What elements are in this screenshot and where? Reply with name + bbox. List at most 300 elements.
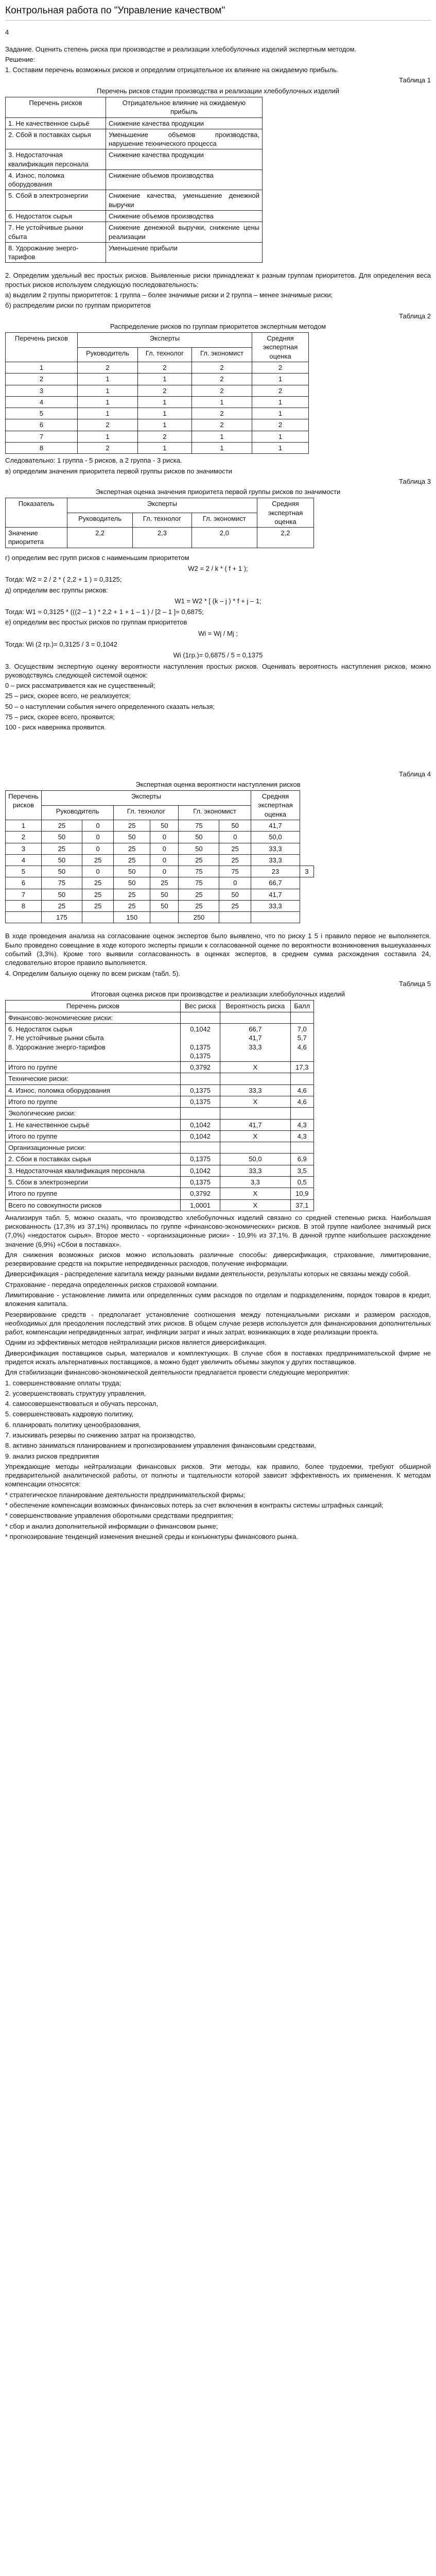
table-cell: 0 [150,854,179,866]
table-cell: 0,1042 [181,1130,220,1142]
table-cell [6,912,42,923]
table1-caption: Перечень рисков стадии производства и реализации хлебобулочных изделий [97,87,339,95]
table-cell: Снижение объемов производства [106,211,263,222]
table3 [5,498,314,548]
table-cell: 0,5 [290,1176,313,1188]
table-row [6,1119,314,1130]
table-cell: 6 [6,877,42,889]
formula-line: W2 = 2 / k * ( f + 1 ); [188,565,248,573]
table-cell: 1 [137,396,191,408]
table-cell: 37,1 [290,1199,313,1211]
table-row [6,117,263,129]
table-cell: 25 [114,889,150,900]
table-cell: 25 [114,820,150,831]
table-cell: 33,3 [251,900,300,911]
formulas-block [5,553,431,660]
conclusion-paragraph: * сбор и анализ дополнительной информации о финансовом рынке; [5,1522,218,1530]
table-cell: 10,9 [290,1188,313,1199]
table5-line: 4,6 [297,1043,307,1051]
table3-cell: 2,0 [191,528,257,548]
table-row [6,1012,314,1023]
step2-block [5,271,431,310]
table3-cell: 2,3 [133,528,191,548]
table-cell: Уменьшение объемов производства, нарушение технического процесса [106,129,263,149]
table-cell: 0,1042 [181,1119,220,1130]
table-cell [220,1012,290,1023]
table-cell: 50 [150,900,179,911]
table4-subheader: Руководитель [42,805,114,820]
table-cell: 1 [252,442,309,453]
table-cell: 50 [150,820,179,831]
step4-paragraph: 4. Определим бальную оценку по всем рискам (табл. 5). [5,969,181,977]
table-cell: 2 [191,419,252,431]
table-cell: 3. Недостаточная квалификация персонала [6,1165,181,1176]
table3-header-indicator: Показатель [6,498,67,528]
table-cell: 25 [82,889,113,900]
table-cell: 7 [6,889,42,900]
conclusion-paragraph: Упреждающие методы нейтрализации финансовых рисков. Эти методы, как правило, более трудоемки, требуют обширной предварительной аналитической работы, от полноты и тщательности которой зависит эффективность их применения. К методам компенсации относятся: [5,1462,431,1488]
step2-paragraph: а) выделим 2 группы приоритетов: 1 группа – более значимые риски и 2 группа – менее значимые риски; [5,291,333,299]
table-cell [290,1073,313,1084]
table3-cell: 2,2 [67,528,133,548]
table-cell: 50 [179,843,219,854]
table-cell: 2 [191,408,252,419]
table-cell: 150 [114,912,150,923]
step3-paragraph: 50 – о наступлении события ничего определенного сказать нельзя; [5,702,215,710]
conclusion-paragraph: * прогнозирование тенденций изменения внешней среды и конъюнктуры финансового рынка. [5,1532,298,1540]
table-cell: 0,1375 [181,1096,220,1107]
table-cell: 1,0001 [181,1199,220,1211]
table3-cell: Значение приоритета [6,528,67,548]
table-cell: 1 [252,374,309,385]
table-row [6,385,309,396]
table-cell: Итого по группе [6,1062,181,1073]
table-cell: 1 [78,385,138,396]
table-cell: 1 [191,442,252,453]
step1-text: 1. Составим перечень возможных рисков и определим отрицательное их влияние на ожидаемую прибыль. [5,66,339,74]
table-cell: 1 [252,408,309,419]
table-cell: X [220,1062,290,1073]
table-cell: 1 [137,442,191,453]
table-cell: 6 [6,419,78,431]
table-cell: 1. Не качественное сырьё [6,117,106,129]
table-cell: 1 [191,396,252,408]
table-cell: 25 [114,854,150,866]
table-row [6,362,309,373]
table-row [6,408,309,419]
table-row [6,242,263,263]
conclusion-paragraph: 4. самосовершенствоваться и обучать персонал, [5,1400,159,1408]
conclusion-paragraph: Диверсификация - распределение капитала между разными видами деятельности, результаты которых не связаны между собой. [5,1270,410,1278]
table-cell: 0,3792 [181,1188,220,1199]
table-cell: 5. Сбои в электроэнергии [6,1176,181,1188]
formula-text: д) определим вес группы рисков: [5,586,108,594]
table-cell: 0 [82,866,113,877]
table4-subheader: Гл. экономист [179,805,251,820]
table-cell: 7. Не устойчивые рынки сбыта [6,222,106,243]
table3-header-avg: Средняя экспертная оценка [257,498,314,528]
table-cell: 2 [6,832,42,843]
table-cell: 23 [251,866,300,877]
table-cell [181,1024,220,1062]
table-row [6,877,314,889]
table-cell [251,912,300,923]
table-cell: 1 [78,408,138,419]
table5-line: 0,1042 [190,1025,211,1033]
table-cell: 2 [137,385,191,396]
table-cell: 5 [6,408,78,419]
table-cell: 25 [42,843,82,854]
table-cell [290,1142,313,1154]
table2-subheader: Руководитель [78,347,138,362]
table5-label: Таблица 5 [399,979,431,988]
table-cell [220,1142,290,1154]
table5-line: 33,3 [249,1043,262,1051]
table-cell: 25 [219,900,251,911]
table-row [6,889,314,900]
table3-subheader: Руководитель [67,513,133,527]
table-cell [219,912,251,923]
table-row [6,1165,314,1176]
table5-line [183,1033,217,1042]
table-cell [181,1012,220,1023]
table5-line: 66,7 [249,1025,262,1033]
table-cell: 75 [179,866,219,877]
table-row [6,854,314,866]
conclusion-paragraph: Резервирование средств - предполагает установление соотношения между потенциальными рисками и размером расходов, необходимых для преодоления последствий этих рисков. В общем случае резерв используется для финансирования дополнительных работ, компенсации непредвиденных затрат, инфляции затрат и иных затрат, возникающих в ходе реализации проекта. [5,1310,431,1336]
table-cell: 1 [137,419,191,431]
conclusion-paragraph: 7. изыскивать резервы по снижению затрат на производство, [5,1431,196,1439]
table-cell: 25 [82,854,113,866]
table-cell: 0 [82,843,113,854]
step3-paragraph: 25 – риск, скорее всего, не реализуется; [5,692,131,700]
table4-caption: Экспертная оценка вероятности наступления рисков [135,780,301,788]
table-cell: 66,7 [251,877,300,889]
table5-line: 8. Удорожание энерго-тарифов [8,1043,106,1051]
table-cell: 50 [42,866,82,877]
table-cell: 2 [78,419,138,431]
table-cell: 25 [219,843,251,854]
conclusion-paragraph: 9. анализ рисков предприятия [5,1452,99,1460]
table-cell: 4,3 [290,1119,313,1130]
table-cell [150,912,179,923]
formula-line: Wi = Wj / Mj ; [198,629,238,637]
table-cell: 1 [78,396,138,408]
table-cell: 5 [6,866,42,877]
table-cell: 0,1042 [181,1165,220,1176]
table-cell: 50 [114,877,150,889]
table-cell: 41,7 [251,889,300,900]
formula-text: Тогда: W2 = 2 / 2 * ( 2,2 + 1 ) = 0,3125; [5,575,122,584]
table-cell: 2 [137,362,191,373]
conclusion-paragraph: * совершенствование управления оборотными средствами предприятия; [5,1512,233,1520]
table-cell: 0 [150,866,179,877]
table5-section-title: Технические риски: [6,1073,181,1084]
conclusion-paragraph: Одним из эффективных методов нейтрализации рисков является диверсификация. [5,1338,267,1347]
table2-subheader: Гл. экономист [191,347,252,362]
table-cell: 0,1375 [181,1154,220,1165]
table-cell: 33,3 [220,1084,290,1096]
table2-caption: Распределение рисков по группам приоритетов экспертным методом [110,322,326,330]
table-cell: 25 [114,900,150,911]
table3-cell: 2,2 [257,528,314,548]
table-cell: 1 [137,408,191,419]
table-cell: Снижение объемов производства [106,170,263,190]
table-cell: 41,7 [220,1119,290,1130]
table-cell [290,1108,313,1119]
conclusion-paragraph: 8. активно заниматься планированием и прогнозированием управления финансовыми средствами, [5,1442,316,1450]
table-cell: 8. Удорожание энерго-тарифов [6,242,106,263]
table-row [6,396,309,408]
table-cell: 25 [150,877,179,889]
conclusion-block [5,1213,431,1541]
table-row [6,1176,314,1188]
table-row [6,1130,314,1142]
table-row [6,1154,314,1165]
table-cell: 2 [191,385,252,396]
table-cell: 0 [82,832,113,843]
table-cell: 3 [6,385,78,396]
table5-caption: Итоговая оценка рисков при производстве и реализации хлебобулочных изделий [91,990,345,998]
table-cell [6,1024,181,1062]
table-cell: 25 [179,900,219,911]
table-row [6,820,314,831]
step3-paragraph: 3. Осуществим экспертную оценку вероятности наступления простых рисков. Оценивать вероятность наступления рисков, можно руководствуясь следующей системой оценок: [5,662,431,679]
table-cell: 3. Недостаточная квалификация персонала [6,149,106,170]
table-cell: 41,7 [251,820,300,831]
table-cell: 8 [6,900,42,911]
table5-line: 6. Недостаток сырья [8,1025,73,1033]
table-cell [82,912,113,923]
table-cell: 50 [42,832,82,843]
table-row [6,1084,314,1096]
table3-subheader: Гл. технолог [133,513,191,527]
table-cell: 25 [42,900,82,911]
table-row [6,1062,314,1073]
table-cell: Итого по группе [6,1096,181,1107]
table-cell [220,1108,290,1119]
table-row [6,222,263,243]
table-cell: 1 [78,374,138,385]
table4 [5,790,314,923]
table-cell: 50,0 [220,1154,290,1165]
table5-section-title: Финансово-экономические риски: [6,1012,181,1023]
table-cell: 6,9 [290,1154,313,1165]
table-cell: 25 [219,854,251,866]
table5-header: Вероятность риска [220,1001,290,1012]
table-cell: 50 [114,832,150,843]
table-cell: 4 [6,396,78,408]
step3-paragraph: 75 – риск, скорее всего, проявится; [5,713,115,721]
step2-paragraph: 2. Определим удельный вес простых рисков. Выявленные риски принадлежат к разным группам приоритетов. Для определения веса простых рисков используем следующую последовательность: [5,272,431,289]
table-cell: 2 [6,374,78,385]
conclusion-paragraph: * стратегическое планирование деятельности предпринимательской фирмы; [5,1490,246,1499]
table1-label: Таблица 1 [399,76,431,84]
table-cell [181,1142,220,1154]
conclusion-paragraph: 5. совершенствовать кадровую политику, [5,1410,134,1418]
table-cell: 50 [150,889,179,900]
table-row [6,912,314,923]
table-cell: 50 [219,820,251,831]
table-row [6,1073,314,1084]
table2-header-risks: Перечень рисков [6,333,78,362]
table-cell [181,1108,220,1119]
table5-header: Балл [290,1001,313,1012]
table-cell: 2 [191,362,252,373]
table1-header: Отрицательное влияние на ожидаемую прибыль [106,97,263,117]
table-cell: Снижение денежной выручки, снижение цены реализации [106,222,263,243]
table-row [6,170,263,190]
table2-subheader: Гл. технолог [137,347,191,362]
table-cell: 1 [78,431,138,442]
table-cell: 25 [42,820,82,831]
table-cell: 0 [219,877,251,889]
table-row [6,442,309,453]
table-cell: Снижение качества продукции [106,117,263,129]
table-cell: 1 [137,374,191,385]
table-cell: 0,3792 [181,1062,220,1073]
table-cell: 75 [219,866,251,877]
table-row [6,1199,314,1211]
conclusion-paragraph: 1. совершенствование оплаты труда; [5,1379,121,1387]
document-title: Контрольная работа по "Управление качеством" [5,4,431,21]
table-cell: 4,3 [290,1130,313,1142]
step4-paragraph: В ходе проведения анализа на согласование оценок экспертов было выявлено, что по риску 1 5 i правило первое не выполняется. Было проведено совещание в ходе которого эксперты пришли к согласованной оценке по вероятности возникновения вышеуказанных событий (3,3%). Кроме того выявили согласованность в оценках экспертов, в среднем сумма расхождения составила 24, следовательно второе правило выполняется. [5,932,431,967]
conclusion-paragraph: 2. усовершенствовать структуру управления, [5,1389,146,1397]
table-row [6,1108,314,1119]
formula-text: е) определим вес простых рисков по группам приоритетов [5,618,187,626]
table-cell: 2 [78,362,138,373]
table-cell: Итого по группе [6,1130,181,1142]
table4-subheader: Гл. технолог [114,805,179,820]
table-cell: 75 [179,877,219,889]
table-cell: 25 [179,854,219,866]
table-cell: X [220,1188,290,1199]
formula-text: Тогда: W1 = 0,3125 * (((2 – 1 ) * 2,2 + 1 + 1 – 1 ) / [2 – 1 ]= 0,6875; [5,608,204,616]
table4-header-experts: Эксперты [42,791,251,805]
table-row [6,211,263,222]
conclusion-paragraph: Лимитирование - установление лимита или определенных сумм расходов по отделам и подразделениям, порядок товаров в кредит, вложения капитала. [5,1291,431,1308]
step2-after-text: в) определим значения приоритета первой группы рисков по значимости [5,467,232,475]
variant-number: 4 [5,28,9,37]
table-cell: 50 [42,854,82,866]
table-cell: 8 [6,442,78,453]
table5-header: Перечень рисков [6,1001,181,1012]
table-cell: 1 [252,431,309,442]
table-cell: 0 [150,832,179,843]
table-cell: 0 [82,820,113,831]
table3-subheader: Гл. экономист [191,513,257,527]
table-row [6,866,314,877]
step3-block [5,662,431,732]
table-cell: 3,3 [220,1176,290,1188]
step3-paragraph: 0 – риск рассматривается как не существенный; [5,682,155,690]
table-cell: 4. Износ, поломка оборудования [6,170,106,190]
table-row [6,374,309,385]
conclusion-paragraph: Для стабилизации финансово-экономической деятельности предлагается провести следующие мероприятия: [5,1368,350,1377]
table-cell: 2. Сбои в поставках сырья [6,1154,181,1165]
solution-label: Решение: [5,55,36,63]
conclusion-paragraph: Анализируя табл. 5, можно сказать, что производство хлебобулочных изделий связано со средней степенью риска. Наибольшая рискованность (17,3% из 37,1%) проявилась по группе «финансово-экономических» рисков. В этой группе наиболее значимый риск (7,0%) «недостаток сырья». Второе место - «организационные риски» - 10,9% из 37,1%. В данной группе наибольшее расхождение значение (6,9%) «Сбои в поставках». [5,1213,431,1248]
table2-label: Таблица 2 [399,312,431,320]
formula-line: W1 = W2 * [ (k – j ) * f + j – 1; [175,597,261,605]
table3-label: Таблица 3 [399,477,431,485]
table-cell: 0,1375 [181,1176,220,1188]
table-cell: 175 [42,912,82,923]
table-cell: 33,3 [220,1165,290,1176]
table5-line: 41,7 [249,1034,262,1042]
table-row [6,1024,314,1062]
table-cell: 50 [219,889,251,900]
table-cell: 2 [191,374,252,385]
table2 [5,332,309,454]
table1-header: Перечень рисков [6,97,106,117]
table-row [6,1096,314,1107]
table-cell: Итого по группе [6,1188,181,1199]
table-cell [220,1024,290,1062]
table-cell: 4,6 [290,1084,313,1096]
table-cell: 50 [179,832,219,843]
table-cell: 2 [252,362,309,373]
table-row [6,528,314,548]
table-cell: 2 [78,442,138,453]
table4-header-risks: Перечень рисков [6,791,42,820]
table-cell: 4 [6,854,42,866]
table-row [6,431,309,442]
conclusion-paragraph: Диверсификация поставщиков сырья, материалов и комплектующих. В случае сбоя в поставках предпринимательской фирме не придется искать альтернативных поставщиков, а можно будет увеличить объемы закупок у других поставщиков. [5,1349,431,1366]
table-cell: 0,1375 [181,1084,220,1096]
table-cell: 17,3 [290,1062,313,1073]
table-cell: 2. Сбой в поставках сырья [6,129,106,149]
step2-paragraph: б) распределим риски по группам приоритетов [5,301,151,310]
table-row [6,1188,314,1199]
formula-text: Тогда: Wi (2 гр.)= 0,3125 / 3 = 0,1042 [5,640,117,649]
table-cell: 33,3 [251,854,300,866]
conclusion-paragraph: Страхование - передача определенных рисков страховой компании. [5,1280,219,1289]
table-cell: 50 [114,866,150,877]
table-cell: 0 [219,832,251,843]
formula-text: г) определим вес групп рисков с наименьшим приоритетом [5,553,189,562]
table1 [5,97,263,263]
table5-line: 0,1375 [190,1043,211,1051]
table-cell: Снижение качества продукции [106,149,263,170]
task-text: Задание. Оценить степень риска при производстве и реализации хлебобулочных изделий экспертным методом. [5,45,357,53]
table2-header-experts: Эксперты [78,333,252,347]
table-cell: 1 [191,431,252,442]
table-cell: 3 [300,866,313,877]
table-cell: 6. Недостаток сырья [6,211,106,222]
table-row [6,900,314,911]
table-row [6,129,263,149]
table5-line: 7. Не устойчивые рынки сбыта [8,1034,104,1042]
table-row [6,419,309,431]
table-cell: X [220,1096,290,1107]
table-cell: 50,0 [251,832,300,843]
table-cell: 3 [6,843,42,854]
table-row [6,1142,314,1154]
table-row [6,832,314,843]
table-cell: 25 [179,889,219,900]
table3-header-experts: Эксперты [67,498,257,513]
table-cell: 7 [6,431,78,442]
formula-line: Wi (1гр.)= 0,6875 / 5 = 0,1375 [173,651,263,659]
table-cell: X [220,1199,290,1211]
table-cell: 25 [82,900,113,911]
table-cell: 2 [252,419,309,431]
table-cell: 0 [150,843,179,854]
table-cell: 5. Сбой в электроэнергии [6,190,106,211]
table-cell [290,1012,313,1023]
